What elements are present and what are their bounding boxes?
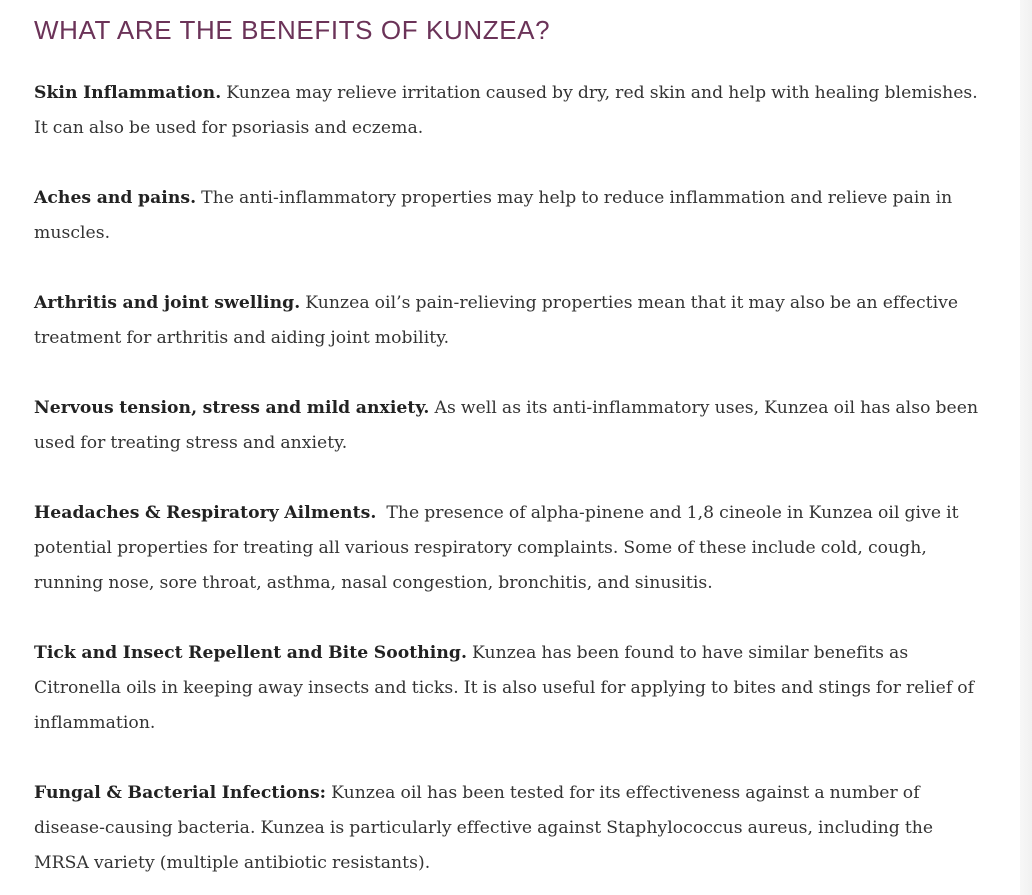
scrollbar-track[interactable] [1020, 0, 1032, 895]
benefit-insect-repellent [34, 636, 989, 741]
benefit-nervous-tension [34, 391, 989, 461]
benefit-term: Tick and Insect Repellent and Bite Soothing. [34, 643, 467, 663]
benefit-fungal-bacterial [34, 776, 989, 881]
benefit-term: Fungal & Bacterial Infections: [34, 783, 327, 803]
benefit-term: Nervous tension, stress and mild anxiety. [34, 398, 430, 418]
benefit-description: Kunzea may relieve irritation caused by dry, red skin and help with healing blemishes. It can also be used for psoriasis and eczema. [34, 83, 978, 138]
benefit-description: Kunzea oil has been tested for its effectiveness against a number of disease-causing bacteria. Kunzea is particularly effective against Staphylococcus aureus, including the MRSA variety (multiple antibiotic resistants). [34, 783, 934, 873]
benefit-description: The presence of alpha-pinene and 1,8 cineole in Kunzea oil give it potential properties for treating all various respiratory complaints. Some of these include cold, cough, running nose, sore throat, asthma, nasal congestion, bronchitis, and sinusitis. [34, 503, 964, 593]
benefit-skin-inflammation [34, 76, 989, 146]
benefit-term: Aches and pains. [34, 188, 197, 208]
benefit-headaches-respiratory [34, 496, 989, 601]
benefit-description: Kunzea oil’s pain-relieving properties mean that it may also be an effective treatment for arthritis and aiding joint mobility. [34, 293, 959, 348]
benefit-term: Skin Inflammation. [34, 83, 222, 103]
article-content [34, 0, 989, 873]
benefit-description: Kunzea has been found to have similar benefits as Citronella oils in keeping away insects and ticks. It is also useful for applying to bites and stings for relief of inflammation. [34, 643, 975, 733]
benefit-arthritis [34, 286, 989, 356]
benefit-description: As well as its anti-inflammatory uses, Kunzea oil has also been used for treating stress and anxiety. [34, 398, 979, 453]
benefit-term: Arthritis and joint swelling. [34, 293, 301, 313]
benefit-term: Headaches & Respiratory Ailments. [34, 503, 377, 523]
benefit-aches-and-pains [34, 181, 989, 251]
page-title: WHAT ARE THE BENEFITS OF KUNZEA? [34, 15, 551, 45]
benefit-description: The anti-inflammatory properties may help to reduce inflammation and relieve pain in muscles. [34, 188, 953, 243]
